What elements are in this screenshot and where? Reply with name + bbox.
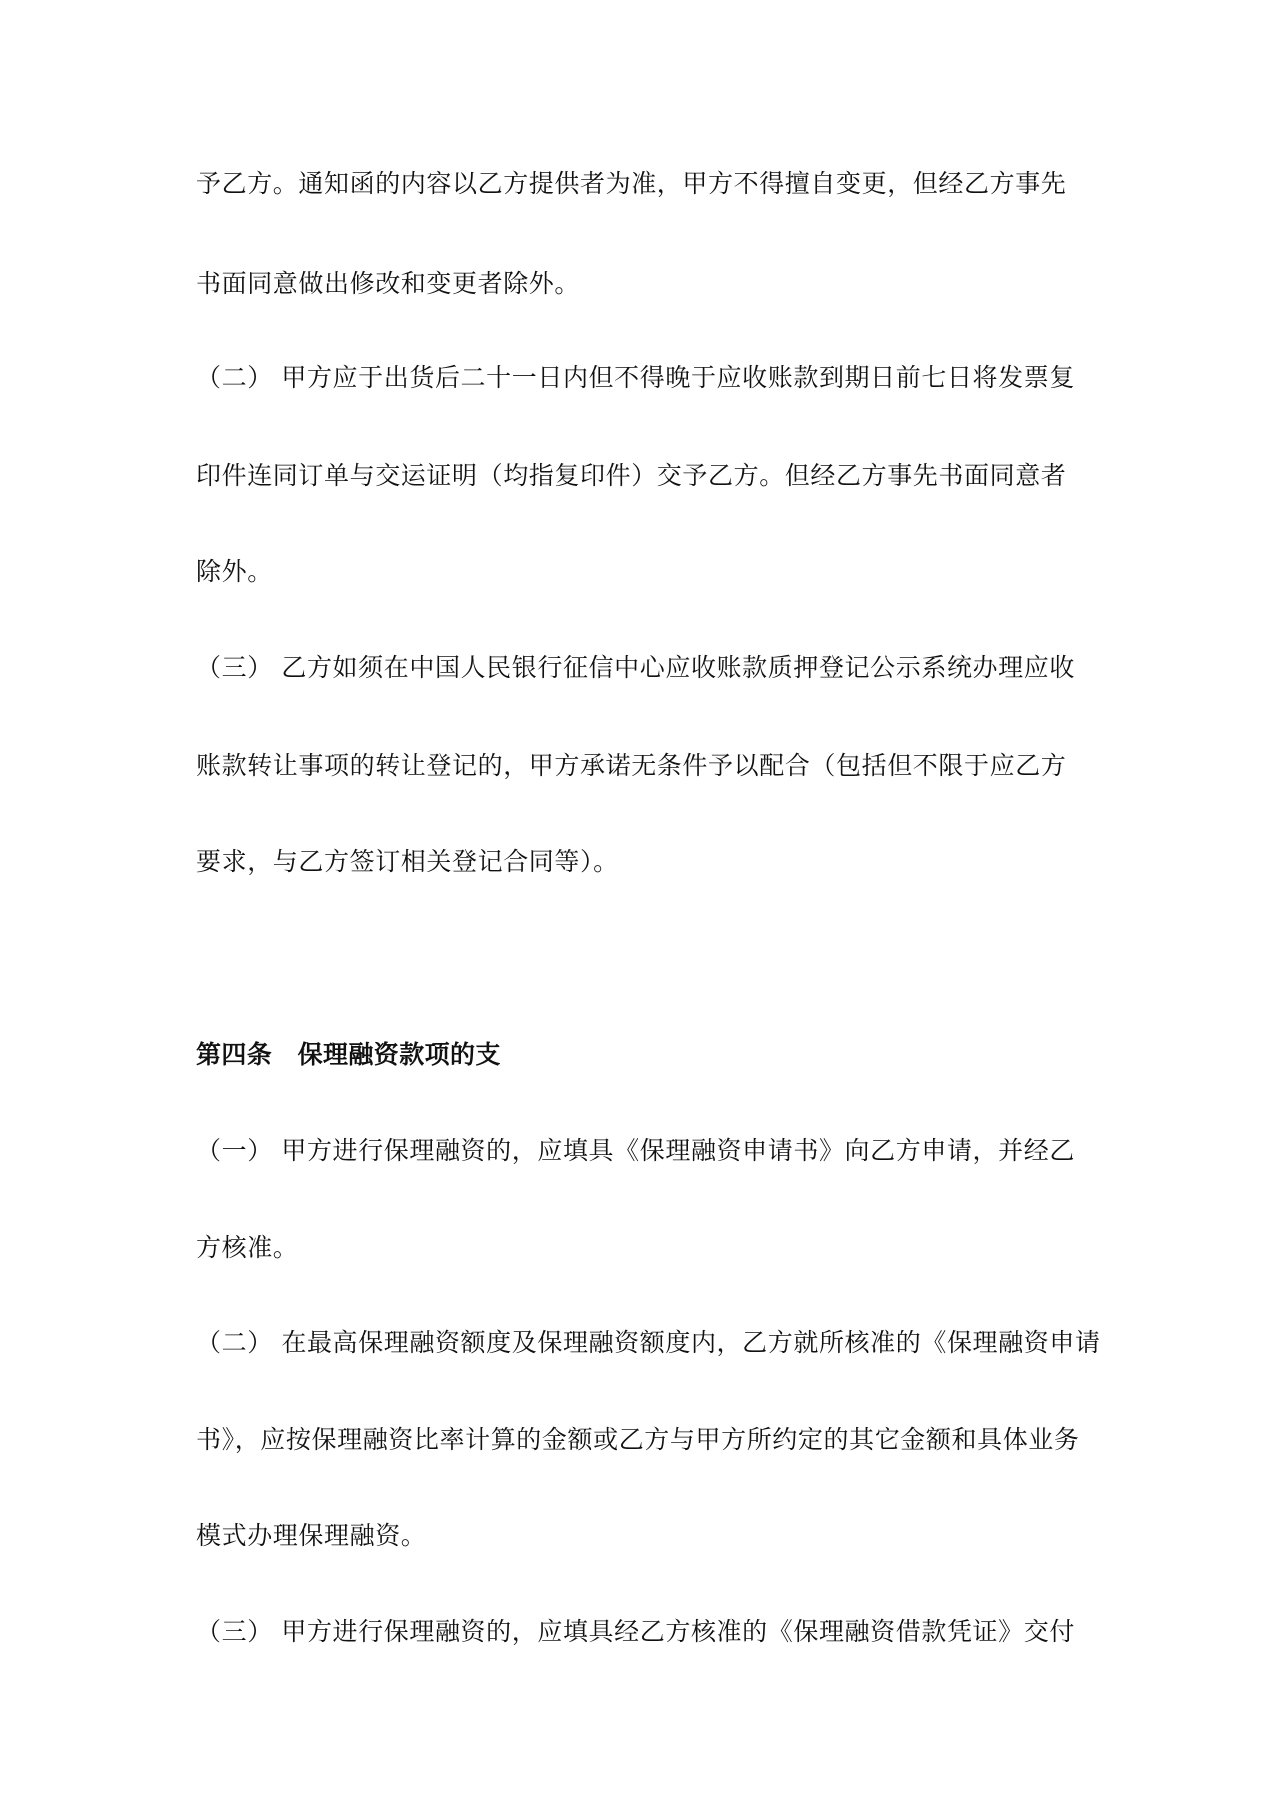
paragraph-line: 除外。 <box>196 557 273 586</box>
paragraph-line: （三） 甲方进行保理融资的，应填具经乙方核准的《保理融资借款凭证》交付 <box>196 1617 1075 1646</box>
paragraph-line: 印件连同订单与交运证明（均指复印件）交予乙方。但经乙方事先书面同意者 <box>196 461 1067 490</box>
paragraph-line: 书》，应按保理融资比率计算的金额或乙方与甲方所约定的其它金额和具体业务 <box>196 1425 1080 1454</box>
paragraph-line: 模式办理保理融资。 <box>196 1521 427 1550</box>
section-heading: 第四条 保理融资款项的支 <box>196 1040 501 1069</box>
paragraph-line: 予乙方。通知函的内容以乙方提供者为准，甲方不得擅自变更，但经乙方事先 <box>196 169 1067 198</box>
paragraph-line: 账款转让事项的转让登记的，甲方承诺无条件予以配合（包括但不限于应乙方 <box>196 751 1067 780</box>
paragraph-line: （二） 在最高保理融资额度及保理融资额度内，乙方就所核准的《保理融资申请 <box>196 1328 1101 1357</box>
paragraph-line: 方核准。 <box>196 1233 299 1262</box>
paragraph-line: （三） 乙方如须在中国人民银行征信中心应收账款质押登记公示系统办理应收 <box>196 653 1075 682</box>
paragraph-line: （一） 甲方进行保理融资的，应填具《保理融资申请书》向乙方申请，并经乙 <box>196 1136 1075 1165</box>
paragraph-line: 书面同意做出修改和变更者除外。 <box>196 269 581 298</box>
paragraph-line: 要求，与乙方签订相关登记合同等）。 <box>196 847 619 876</box>
paragraph-line: （二） 甲方应于出货后二十一日内但不得晚于应收账款到期日前七日将发票复 <box>196 363 1075 392</box>
